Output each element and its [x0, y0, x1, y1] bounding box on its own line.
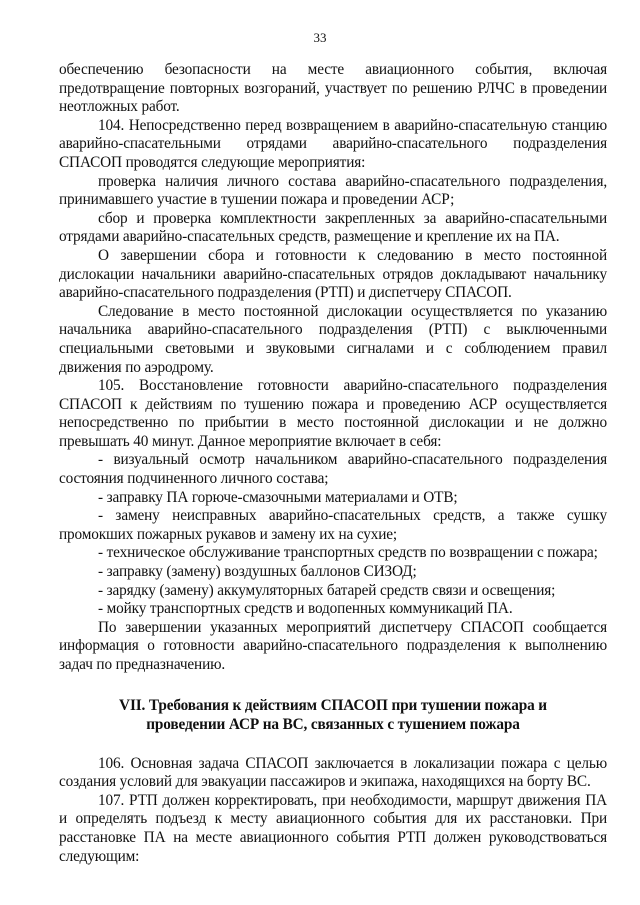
section-heading: VII. Требования к действиям СПАСОП при тушении пожара и проведении АСР на ВС, связанных с тушением пожара	[119, 696, 547, 733]
list-item-replace-equipment: - замену неисправных аварийно-спасательных средств, а также сушку промокших пожарных рукавов и замену их на сухие;	[59, 507, 607, 543]
page-number: 33	[313, 30, 327, 45]
paragraph-return-route: Следование в место постоянной дислокации осуществляется по указанию начальника аварийно-спасательного подразделения (РТП) с выключенными специальными световыми и звуковыми сигналами и с соблюдением правил движения по аэродрому.	[59, 302, 607, 376]
list-item-refuel: - заправку ПА горюче-смазочными материалами и ОТВ;	[98, 488, 458, 506]
paragraph-readiness-report: О завершении сбора и готовности к следованию в место постоянной дислокации начальники аварийно-спасательных отрядов докладывают начальнику аварийно-спасательного подразделения (РТП) и диспетчеру СПАСОП.	[59, 246, 607, 302]
paragraph-105: 105. Восстановление готовности аварийно-спасательного подразделения СПАСОП к действиям по тушению пожара и проведению АСР осуществляется непосредственно по прибытии в место постоянной дислокации и не должно превышать 40 минут. Данное мероприятие включает в себя:	[59, 377, 607, 450]
list-item-check-staff: проверка наличия личного состава аварийно-спасательного подразделения, принимавшего участие в тушении пожара и проведении АСР;	[59, 172, 607, 209]
paragraph-104: 104. Непосредственно перед возвращением в аварийно-спасательную станцию аварийно-спасательными отрядами аварийно-спасательного подразделения СПАСОП проводятся следующие мероприятия:	[59, 116, 607, 171]
paragraph-106: 106. Основная задача СПАСОП заключается в локализации пожара с целью создания условий для эвакуации пассажиров и экипажа, находящихся на борту ВС.	[59, 754, 607, 791]
list-item-air-cylinders: - заправку (замену) воздушных баллонов СИЗОД;	[98, 563, 417, 581]
paragraph-107: 107. РТП должен корректировать, при необходимости, маршрут движения ПА и определять подъезд к месту авиационного события для их расстановки. При расстановке ПА на месте авиационного события РТП должен руководствоваться следующим:	[59, 791, 607, 865]
list-item-visual-inspection: - визуальный осмотр начальником аварийно-спасательного подразделения состояния подчиненного личного состава;	[59, 451, 607, 488]
document-body	[59, 61, 607, 866]
list-item-collect-equipment: сбор и проверка комплектности закрепленных за аварийно-спасательными отрядами аварийно-спасательных средств, размещение и крепление их на ПА.	[59, 209, 607, 246]
paragraph-completion-report: По завершении указанных мероприятий диспетчеру СПАСОП сообщается информация о готовности аварийно-спасательного подразделения к выполнению задач по предназначению.	[59, 618, 607, 673]
list-item-maintenance: - техническое обслуживание транспортных средств по возвращении с пожара;	[98, 544, 598, 562]
list-item-washing: - мойку транспортных средств и водопенных коммуникаций ПА.	[98, 600, 513, 618]
paragraph-continuation: обеспечению безопасности на месте авиационного события, включая предотвращение повторных возгораний, участвует по решению РЛЧС в проведении неотложных работ.	[59, 61, 607, 116]
list-item-batteries: - зарядку (замену) аккумуляторных батарей средств связи и освещения;	[98, 581, 556, 599]
